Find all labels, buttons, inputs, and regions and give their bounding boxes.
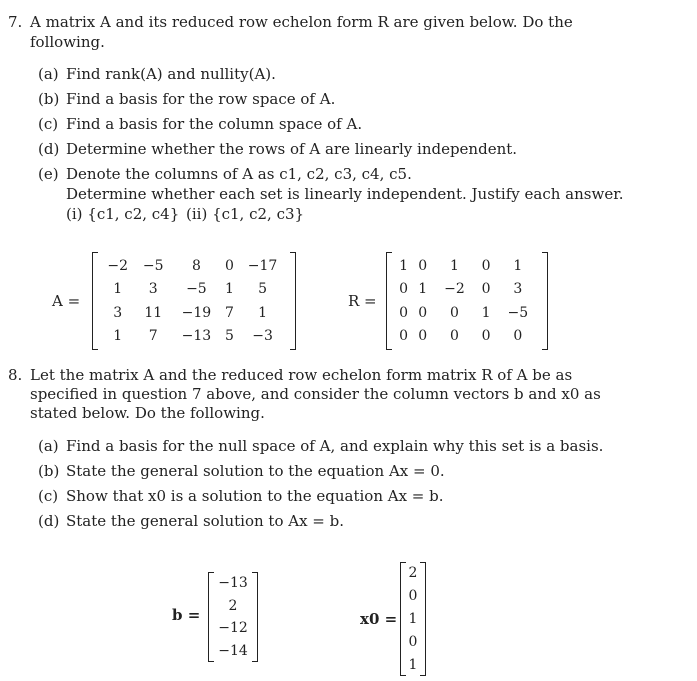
matrix-r-cell: 0 bbox=[399, 304, 409, 321]
matrix-r-cell: 0 bbox=[513, 328, 523, 345]
matrix-r-row bbox=[394, 301, 540, 325]
vector-b-label: b = bbox=[172, 606, 201, 624]
q8-number: 8. bbox=[8, 366, 23, 384]
q7a-text: Find rank(A) and nullity(A). bbox=[66, 65, 276, 83]
matrix-a-cell: −3 bbox=[252, 328, 273, 345]
vector-x0-cell: 1 bbox=[408, 656, 418, 673]
matrix-a-cell: 8 bbox=[191, 257, 201, 274]
matrix-a-cell: 7 bbox=[148, 328, 158, 345]
vector-b-row bbox=[214, 617, 252, 640]
matrix-r-row bbox=[394, 325, 540, 349]
vector-b-row bbox=[214, 572, 252, 595]
matrix-a-label: A = bbox=[52, 292, 81, 310]
vector-b-right-bracket bbox=[252, 572, 258, 662]
matrix-r-cell: 0 bbox=[418, 257, 428, 274]
vector-x0-row bbox=[404, 630, 422, 653]
matrix-a-cell: −5 bbox=[186, 281, 207, 298]
matrix-r-cell: 0 bbox=[418, 328, 428, 345]
q7-number: 7. bbox=[8, 13, 23, 31]
matrix-a-left-bracket bbox=[92, 252, 98, 350]
matrix-a-cells bbox=[100, 254, 288, 348]
q8a-label: (a) bbox=[38, 437, 59, 455]
q7e-label: (e) bbox=[38, 165, 59, 183]
matrix-a-row bbox=[100, 301, 288, 325]
q8d-text: State the general solution to Ax = b. bbox=[66, 512, 345, 530]
matrix-r-cell: 1 bbox=[513, 257, 523, 274]
vector-x0-cell: 0 bbox=[408, 588, 418, 605]
matrix-r-cell: 0 bbox=[449, 304, 459, 321]
q8d-label: (d) bbox=[38, 512, 60, 530]
vector-b-cell: 2 bbox=[228, 597, 238, 614]
q7b-text: Find a basis for the row space of A. bbox=[66, 90, 336, 108]
matrix-a-row bbox=[100, 278, 288, 302]
matrix-r-left-bracket bbox=[386, 252, 392, 350]
vector-x0-cell: 2 bbox=[408, 565, 418, 582]
matrix-a-right-bracket bbox=[290, 252, 296, 350]
matrix-a-cell: 3 bbox=[148, 281, 158, 298]
q8-intro-line3: stated below. Do the following. bbox=[30, 404, 265, 422]
vector-x0-cell: 1 bbox=[408, 610, 418, 627]
q7e-line2: Determine whether each set is linearly independent. Justify each answer. bbox=[66, 185, 624, 203]
matrix-a-cell: 0 bbox=[225, 257, 234, 274]
q8a-text: Find a basis for the null space of A, and explain why this set is a basis. bbox=[66, 437, 604, 455]
q8c-label: (c) bbox=[38, 487, 59, 505]
q7a-label: (a) bbox=[38, 65, 59, 83]
q7-intro-line1: A matrix A and its reduced row echelon form R are given below. Do the bbox=[30, 13, 573, 31]
vector-b-cells bbox=[214, 572, 252, 662]
matrix-a-cell: −13 bbox=[181, 328, 212, 345]
matrix-r-cell: 0 bbox=[481, 257, 491, 274]
matrix-r-cell: 0 bbox=[399, 328, 409, 345]
matrix-r-right-bracket bbox=[542, 252, 548, 350]
matrix-a-cell: 1 bbox=[258, 304, 268, 321]
matrix-r-cell: 1 bbox=[418, 281, 428, 298]
matrix-r-cell: 1 bbox=[449, 257, 459, 274]
matrix-r-row bbox=[394, 278, 540, 302]
vector-x0-cells bbox=[404, 562, 422, 676]
vector-x0-cell: 0 bbox=[408, 633, 418, 650]
matrix-r-row bbox=[394, 254, 540, 278]
vector-b-cell: −12 bbox=[218, 620, 248, 637]
matrix-r bbox=[386, 252, 548, 350]
vector-x0-row bbox=[404, 653, 422, 676]
matrix-r-cell: −2 bbox=[444, 281, 465, 298]
q8-intro-line2: specified in question 7 above, and consider the column vectors b and x0 as bbox=[30, 385, 601, 403]
vector-x0-row bbox=[404, 562, 422, 585]
matrix-a-cell: −19 bbox=[181, 304, 212, 321]
q8c-text: Show that x0 is a solution to the equation Ax = b. bbox=[66, 487, 444, 505]
matrix-a-cell: 5 bbox=[225, 328, 234, 345]
matrix-a-cell: 7 bbox=[225, 304, 234, 321]
matrix-a-row bbox=[100, 325, 288, 349]
q7d-text: Determine whether the rows of A are linearly independent. bbox=[66, 140, 518, 158]
matrix-a-cell: −5 bbox=[142, 257, 164, 274]
matrix-a-cell: 1 bbox=[225, 281, 234, 298]
q7e-sub-ii: (ii) {c1, c2, c3} bbox=[186, 205, 305, 223]
q7-intro-line2: following. bbox=[30, 33, 105, 51]
matrix-r-cell: 0 bbox=[481, 328, 491, 345]
vector-x0-row bbox=[404, 608, 422, 631]
matrix-a-cell: 1 bbox=[113, 328, 123, 345]
vector-x0 bbox=[400, 562, 426, 676]
matrix-r-cell: 0 bbox=[418, 304, 428, 321]
q8-intro-line1: Let the matrix A and the reduced row echelon form matrix R of A be as bbox=[30, 366, 573, 384]
matrix-a-cell: 3 bbox=[113, 304, 123, 321]
matrix-r-label: R = bbox=[348, 292, 377, 310]
matrix-r-cell: 0 bbox=[449, 328, 459, 345]
q8b-text: State the general solution to the equation Ax = 0. bbox=[66, 462, 445, 480]
matrix-a bbox=[92, 252, 296, 350]
q8b-label: (b) bbox=[38, 462, 60, 480]
q7d-label: (d) bbox=[38, 140, 60, 158]
vector-b-row bbox=[214, 640, 252, 663]
q7e-line1: Denote the columns of A as c1, c2, c3, c4, c5. bbox=[66, 165, 412, 183]
matrix-r-cell: 0 bbox=[399, 281, 409, 298]
matrix-r-cells bbox=[394, 254, 540, 348]
matrix-a-cell: 1 bbox=[113, 281, 123, 298]
matrix-r-cell: 3 bbox=[513, 281, 523, 298]
q7e-sub-i: (i) {c1, c2, c4} bbox=[66, 205, 180, 223]
matrix-r-cell: 1 bbox=[481, 304, 491, 321]
matrix-a-cell: 5 bbox=[258, 281, 268, 298]
matrix-r-cell: −5 bbox=[507, 304, 529, 321]
matrix-a-cell: −17 bbox=[247, 257, 278, 274]
q7c-text: Find a basis for the column space of A. bbox=[66, 115, 363, 133]
q7c-label: (c) bbox=[38, 115, 59, 133]
vector-b-cell: −14 bbox=[218, 642, 248, 659]
vector-b-cell: −13 bbox=[218, 575, 248, 592]
vector-x0-label: x0 = bbox=[360, 610, 398, 628]
matrix-a-cell: −2 bbox=[107, 257, 129, 274]
matrix-a-cell: 11 bbox=[144, 304, 163, 321]
matrix-r-cell: 0 bbox=[481, 281, 491, 298]
q7b-label: (b) bbox=[38, 90, 60, 108]
vector-b-row bbox=[214, 595, 252, 618]
matrix-a-row bbox=[100, 254, 288, 278]
vector-b bbox=[208, 572, 258, 662]
vector-x0-row bbox=[404, 585, 422, 608]
matrix-r-cell: 1 bbox=[399, 257, 409, 274]
